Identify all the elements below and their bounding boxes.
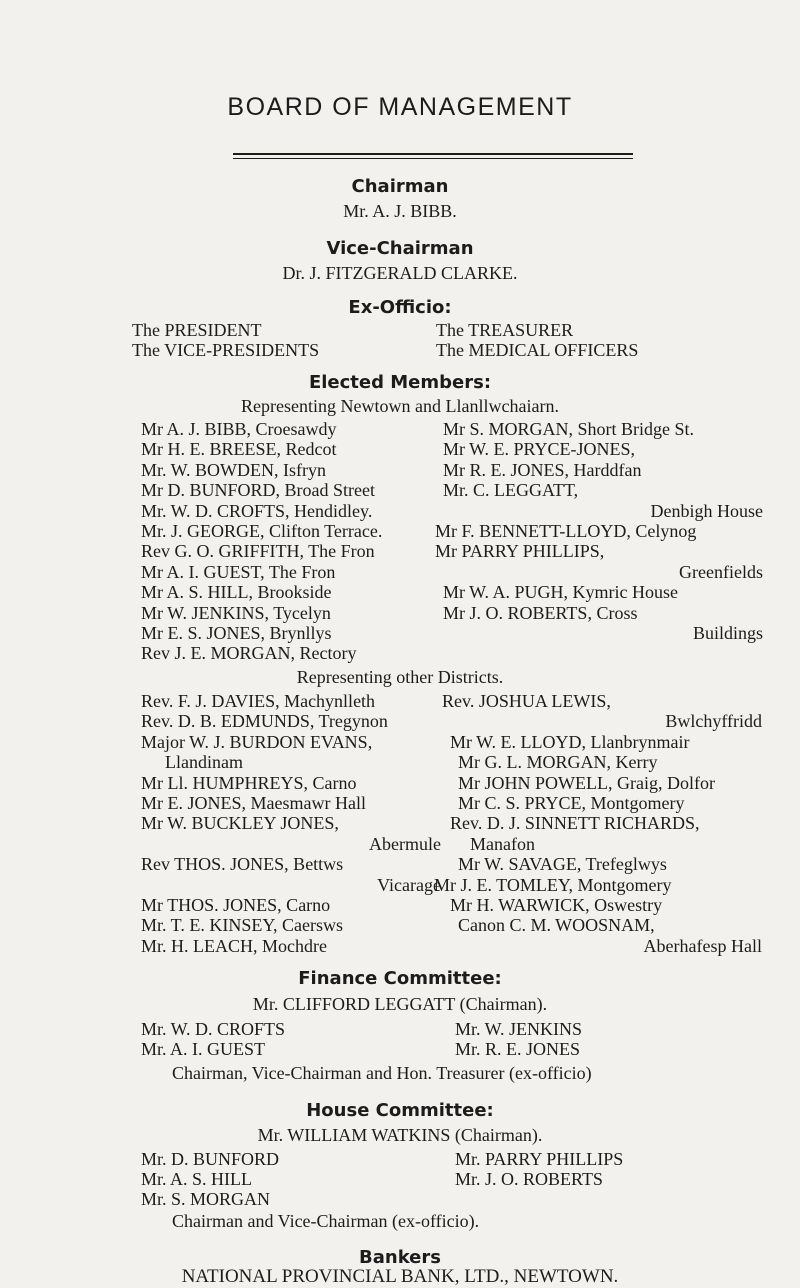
- list-item: Mr J. O. ROBERTS, Cross: [443, 602, 638, 623]
- newtown-members-right: [435, 419, 763, 643]
- list-item: Llandinam: [165, 752, 243, 773]
- house-member: Mr. D. BUNFORD: [141, 1149, 280, 1169]
- list-item: Mr J. E. TOMLEY, Montgomery: [434, 874, 672, 895]
- list-item: Mr G. L. MORGAN, Kerry: [458, 752, 658, 773]
- finance-member: Mr. R. E. JONES: [455, 1039, 581, 1059]
- elected-members-heading: Elected Members:: [308, 372, 492, 393]
- list-item: Mr A. I. GUEST, The Fron: [141, 561, 336, 582]
- list-item: Mr. J. GEORGE, Clifton Terrace.: [141, 520, 383, 541]
- ex-officio-heading: Ex-Officio:: [348, 297, 452, 318]
- list-item: Mr R. E. JONES, Harddfan: [443, 459, 642, 480]
- list-item: Mr W. E. PRYCE-JONES,: [443, 439, 636, 460]
- house-member: Mr. A. S. HILL: [141, 1169, 253, 1189]
- ex-officio-right-2: The MEDICAL OFFICERS: [436, 340, 639, 360]
- chairman-heading: Chairman: [351, 176, 449, 197]
- list-item: Mr. H. LEACH, Mochdre: [141, 935, 327, 956]
- list-item: Mr W. SAVAGE, Trefeglwys: [458, 854, 667, 875]
- list-item: Mr S. MORGAN, Short Bridge St.: [443, 419, 695, 439]
- ex-officio-left-2: The VICE-PRESIDENTS: [132, 340, 320, 360]
- list-item: Mr D. BUNFORD, Broad Street: [141, 480, 375, 501]
- finance-member: Mr. W. D. CROFTS: [141, 1019, 286, 1039]
- list-item: Mr E. JONES, Maesmawr Hall: [141, 792, 366, 813]
- list-item: Vicarage: [377, 874, 441, 895]
- ex-officio-left-1: The PRESIDENT: [132, 320, 262, 340]
- list-item: Mr C. S. PRYCE, Montgomery: [458, 792, 685, 813]
- house-member: Mr. J. O. ROBERTS: [455, 1169, 603, 1189]
- house-committee-heading: House Committee:: [306, 1100, 494, 1121]
- bankers-name: NATIONAL PROVINCIAL BANK, LTD., NEWTOWN.: [181, 1266, 619, 1287]
- list-item: Mr Ll. HUMPHREYS, Carno: [141, 772, 357, 793]
- list-item: Rev. JOSHUA LEWIS,: [442, 691, 611, 711]
- title-rule-bottom: [233, 158, 633, 159]
- other-members-left: [141, 691, 441, 956]
- list-item: Mr. W. D. CROFTS, Hendidley.: [141, 500, 373, 521]
- newtown-subheading: Representing Newtown and Llanllwchaiarn.: [241, 396, 559, 416]
- vice-chairman-heading: Vice-Chairman: [326, 238, 474, 259]
- list-item: Canon C. M. WOOSNAM,: [458, 915, 655, 936]
- other-members-right: [434, 691, 762, 956]
- list-item: Mr E. S. JONES, Brynllys: [141, 622, 332, 643]
- list-item: Mr W. BUCKLEY JONES,: [141, 813, 339, 834]
- list-item: Mr PARRY PHILLIPS,: [435, 541, 605, 562]
- list-item: Mr H. WARWICK, Oswestry: [450, 894, 663, 915]
- list-item: Manafon: [470, 833, 535, 854]
- finance-member: Mr. A. I. GUEST: [141, 1039, 266, 1059]
- page-title: BOARD OF MANAGEMENT: [227, 93, 573, 121]
- bankers-heading: Bankers: [359, 1247, 441, 1268]
- other-districts-subheading: Representing other Districts.: [296, 667, 504, 687]
- list-item: Mr. C. LEGGATT,: [443, 480, 579, 501]
- chairman-name: Mr. A. J. BIBB.: [343, 201, 457, 221]
- list-item: Rev. D. J. SINNETT RICHARDS,: [450, 813, 700, 834]
- list-item: Mr JOHN POWELL, Graig, Dolfor: [458, 772, 715, 793]
- list-item: Bwlchyffridd: [665, 711, 762, 732]
- list-item: Mr. T. E. KINSEY, Caersws: [141, 915, 343, 936]
- house-member: Mr. S. MORGAN: [141, 1189, 271, 1209]
- list-item: Mr A. S. HILL, Brookside: [141, 582, 332, 603]
- list-item: Denbigh House: [650, 500, 763, 521]
- list-item: Rev G. O. GRIFFITH, The Fron: [141, 541, 375, 562]
- list-item: Rev. F. J. DAVIES, Machynlleth: [141, 691, 376, 711]
- house-member: Mr. PARRY PHILLIPS: [455, 1149, 624, 1169]
- list-item: Aberhafesp Hall: [643, 935, 762, 956]
- house-committee-note: Chairman and Vice-Chairman (ex-officio).: [172, 1211, 480, 1231]
- list-item: Mr W. E. LLOYD, Llanbrynmair: [450, 731, 690, 752]
- list-item: Rev THOS. JONES, Bettws: [141, 854, 344, 875]
- list-item: Mr. W. BOWDEN, Isfryn: [141, 459, 326, 480]
- house-committee-chair: Mr. WILLIAM WATKINS (Chairman).: [257, 1125, 543, 1145]
- list-item: Mr W. A. PUGH, Kymric House: [443, 582, 679, 603]
- vice-chairman-name: Dr. J. FITZGERALD CLARKE.: [282, 263, 518, 283]
- list-item: Buildings: [692, 622, 763, 643]
- ex-officio-right-1: The TREASURER: [436, 320, 574, 340]
- list-item: Greenfields: [679, 561, 763, 582]
- title-rule-top: [233, 153, 633, 155]
- list-item: Mr F. BENNETT-LLOYD, Celynog: [435, 520, 697, 541]
- list-item: Mr A. J. BIBB, Croesawdy: [141, 419, 337, 439]
- finance-committee-heading: Finance Committee:: [298, 968, 502, 989]
- list-item: Rev J. E. MORGAN, Rectory: [141, 643, 357, 664]
- list-item: Mr H. E. BREESE, Redcot: [141, 439, 337, 460]
- list-item: Abermule: [369, 833, 441, 854]
- finance-committee-chair: Mr. CLIFFORD LEGGATT (Chairman).: [252, 994, 548, 1014]
- list-item: Mr THOS. JONES, Carno: [141, 894, 331, 915]
- list-item: Rev. D. B. EDMUNDS, Tregynon: [141, 711, 388, 732]
- list-item: Mr W. JENKINS, Tycelyn: [141, 602, 331, 623]
- list-item: Major W. J. BURDON EVANS,: [141, 731, 373, 752]
- finance-member: Mr. W. JENKINS: [455, 1019, 583, 1039]
- newtown-members-left: [141, 419, 382, 664]
- finance-committee-note: Chairman, Vice-Chairman and Hon. Treasurer (ex-officio): [172, 1063, 592, 1083]
